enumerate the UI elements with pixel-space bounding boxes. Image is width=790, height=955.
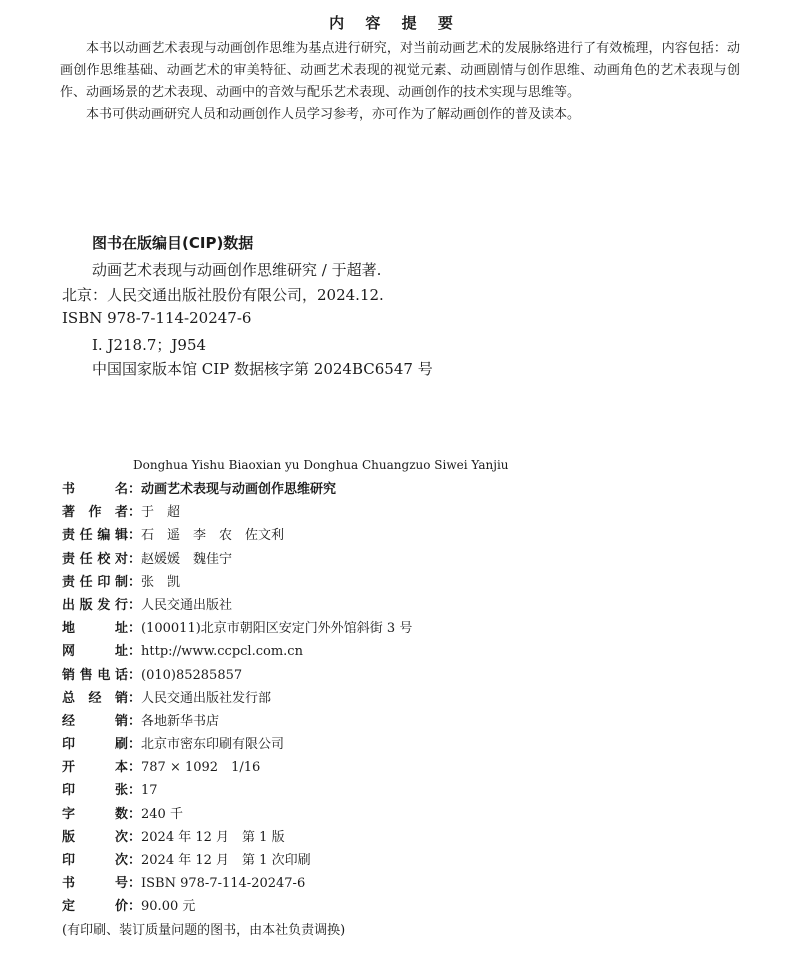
colophon-row-sheets: 印张：17 bbox=[62, 779, 412, 802]
cip-heading: 图书在版编目(CIP)数据 bbox=[92, 234, 254, 252]
colophon-label: 经销 bbox=[62, 713, 128, 729]
colophon-label: 版次 bbox=[62, 829, 128, 845]
colophon-value: (100011)北京市朝阳区安定门外外馆斜街 3 号 bbox=[141, 621, 413, 637]
colophon-row-impression: 印次：2024 年 12 月 第 1 次印刷 bbox=[62, 849, 412, 872]
colophon-row-title: 书名：动画艺术表现与动画创作思维研究 bbox=[62, 478, 412, 501]
colophon-row-edition: 版次：2024 年 12 月 第 1 版 bbox=[62, 826, 412, 849]
colophon-row-format: 开本：787 × 1092 1/16 bbox=[62, 756, 412, 779]
colophon-value: 17 bbox=[141, 783, 158, 799]
colophon-value: 人民交通出版社 bbox=[141, 597, 233, 613]
colophon-label: 销售电话 bbox=[62, 667, 128, 683]
colophon-row-isbn: 书号：ISBN 978-7-114-20247-6 bbox=[62, 872, 412, 895]
colophon-label: 著作者 bbox=[62, 505, 128, 521]
colophon-row-seller: 经销：各地新华书店 bbox=[62, 710, 412, 733]
colophon-row-author: 著作者：于 超 bbox=[62, 501, 412, 524]
colophon-row-word-count: 字数：240 千 bbox=[62, 803, 412, 826]
colophon-value: 各地新华书店 bbox=[141, 713, 220, 729]
colophon-label: 字数 bbox=[62, 806, 128, 822]
cip-isbn-line: ISBN 978-7-114-20247-6 bbox=[62, 309, 252, 327]
summary-paragraph-2: 本书可供动画研究人员和动画创作人员学习参考，亦可作为了解动画创作的普及读本。 bbox=[86, 107, 581, 122]
colophon-label: 责任校对 bbox=[62, 551, 128, 567]
colophon-row-address: 地址：(100011)北京市朝阳区安定门外外馆斜街 3 号 bbox=[62, 617, 412, 640]
colophon-value: 240 千 bbox=[141, 806, 183, 822]
colophon-value: 赵媛媛 魏佳宁 bbox=[141, 551, 233, 567]
colophon-row-price: 定价：90.00 元 bbox=[62, 895, 412, 918]
colophon-label: 地址 bbox=[62, 621, 128, 637]
colophon-value: 石 遥 李 农 佐文利 bbox=[141, 528, 285, 544]
cip-publisher-line: 北京：人民交通出版社股份有限公司，2024.12. bbox=[62, 286, 384, 304]
colophon-row-proofreader: 责任校对：赵媛媛 魏佳宁 bbox=[62, 548, 412, 571]
colophon-value: ISBN 978-7-114-20247-6 bbox=[141, 876, 306, 892]
colophon-table bbox=[62, 478, 412, 942]
cip-title-line: 动画艺术表现与动画创作思维研究 / 于超著. bbox=[92, 261, 382, 279]
colophon-label: 定价 bbox=[62, 899, 128, 915]
colophon-label: 责任编辑 bbox=[62, 528, 128, 544]
colophon-row-publisher: 出版发行：人民交通出版社 bbox=[62, 594, 412, 617]
pinyin-title: Donghua Yishu Biaoxian yu Donghua Chuangzuo Siwei Yanjiu bbox=[133, 458, 509, 472]
colophon-row-editor: 责任编辑：石 遥 李 农 佐文利 bbox=[62, 524, 412, 547]
colophon-value: 北京市密东印刷有限公司 bbox=[141, 737, 285, 753]
colophon-row-sales-phone: 销售电话：(010)85285857 bbox=[62, 664, 412, 687]
colophon-row-printer: 印刷：北京市密东印刷有限公司 bbox=[62, 733, 412, 756]
colophon-row-website: 网址：http://www.ccpcl.com.cn bbox=[62, 640, 412, 663]
colophon-label: 书号 bbox=[62, 876, 128, 892]
colophon-label: 总经销 bbox=[62, 690, 128, 706]
cip-classification-line: Ⅰ. J218.7；J954 bbox=[92, 336, 207, 354]
colophon-label: 网址 bbox=[62, 644, 128, 660]
colophon-value: 张 凯 bbox=[141, 574, 181, 590]
colophon-label: 书名 bbox=[62, 482, 128, 497]
colophon-label: 责任印制 bbox=[62, 574, 128, 590]
colophon-value: 人民交通出版社发行部 bbox=[141, 690, 272, 706]
colophon-value: http://www.ccpcl.com.cn bbox=[141, 644, 303, 660]
cip-record-number-line: 中国国家版本馆 CIP 数据核字第 2024BC6547 号 bbox=[92, 360, 433, 378]
colophon-value: 动画艺术表现与动画创作思维研究 bbox=[141, 482, 337, 497]
summary-paragraph-1: 本书以动画艺术表现与动画创作思维为基点进行研究，对当前动画艺术的发展脉络进行了有效梳理，内容包括：动画创作思维基础、动画艺术的审美特征、动画艺术表现的视觉元素、动画剧情与创作思维、动画角色的艺术表现与创作、动画场景的艺术表现、动画中的音效与配乐艺术表现、动画创作的技术实现与思维等。 bbox=[60, 41, 740, 100]
colophon-value: (010)85285857 bbox=[141, 667, 243, 683]
summary-title: 内 容 提 要 bbox=[329, 14, 461, 32]
colophon-value: 2024 年 12 月 第 1 版 bbox=[141, 829, 285, 845]
colophon-row-print-manager: 责任印制：张 凯 bbox=[62, 571, 412, 594]
colophon-row-distributor: 总经销：人民交通出版社发行部 bbox=[62, 687, 412, 710]
quality-notice: (有印刷、装订质量问题的图书，由本社负责调换) bbox=[62, 922, 346, 938]
colophon-label: 印刷 bbox=[62, 737, 128, 753]
colophon-value: 90.00 元 bbox=[141, 899, 196, 915]
colophon-label: 印张 bbox=[62, 783, 128, 799]
colophon-value: 于 超 bbox=[141, 505, 181, 521]
colophon-label: 开本 bbox=[62, 760, 128, 776]
colophon-value: 2024 年 12 月 第 1 次印刷 bbox=[141, 853, 311, 868]
colophon-label: 出版发行 bbox=[62, 597, 128, 613]
colophon-label: 印次 bbox=[62, 853, 128, 868]
colophon-value: 787 × 1092 1/16 bbox=[141, 760, 261, 776]
